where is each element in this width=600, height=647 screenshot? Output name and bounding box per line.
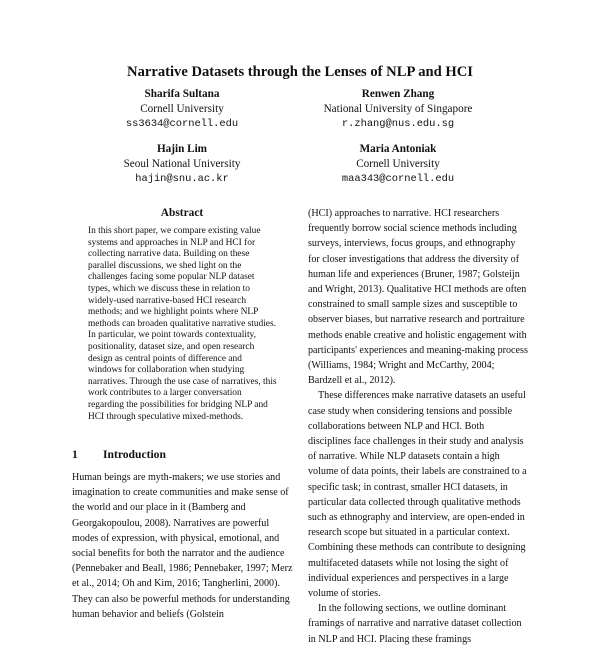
- section-heading: [72, 448, 166, 461]
- author-email: r.zhang@nus.edu.sg: [341, 118, 455, 130]
- author-affiliation: Cornell University: [140, 103, 224, 115]
- section-number: 1: [72, 448, 78, 461]
- author-name: Hajin Lim: [156, 143, 208, 155]
- right-column: [308, 206, 529, 647]
- author-email: maa343@cornell.edu: [341, 173, 455, 185]
- paper-title: Narrative Datasets through the Lenses of NLP and HCI: [127, 64, 473, 80]
- author-block: [288, 142, 508, 187]
- author-affiliation: Seoul National University: [123, 158, 241, 170]
- author-affiliation: Cornell University: [356, 158, 440, 170]
- abstract-heading: Abstract: [160, 207, 204, 219]
- paragraph: These differences make narrative datasets an useful case study when considering tensions and possible collaborations between NLP and HCI. Both disciplines face challenges in their study and analysis of narrative. While NLP datasets contain a high volume of data points, their labels are constrained to a specific task; in contrast, smaller HCI datasets, in particular data collected through qualitative methods such as ethnography and interview, are open-ended in research scope but situated in a particular context. Combining these methods can contribute to designing multifaceted datasets while not losing the sight of individual experiences and perspectives in a large volume of stories.: [308, 390, 527, 600]
- author-affiliation: National University of Singapore: [323, 103, 473, 115]
- paragraph: (HCI) approaches to narrative. HCI researchers frequently borrow social science methods including surveys, interviews, focus groups, and ethnography for closer investigations that address the diversity of human life and experiences (Bruner, 1987; Golsteijn and Wright, 2013). Qualitative HCI methods are often constrained to small sample sizes and susceptible to observer biases, but narrative research and portraiture methods enable creative and holistic engagement with participants' experiences and meaning-making process (Williams, 1984; Wright and McCarthy, 2004; Bardzell et al., 2012).: [308, 208, 528, 387]
- author-block: [72, 87, 292, 132]
- author-block: [72, 142, 292, 187]
- abstract-text: In this short paper, we compare existing value systems and approaches in NLP and HCI for collecting narrative data. Building on these parallel discussions, we shed light on the challenges facing some popular NLP dataset types, which we discuss these in relation to widely-used narrative-based HCI research methods; and we highlight points where NLP methods can broaden qualitative narrative studies. In particular, we point towards contextuality, positionality, dataset size, and open research design as central points of difference and windows for collaboration when studying narratives. Through the use case of narratives, this work contributes to a larger conversation regarding the possibilities for bridging NLP and HCI through speculative mixed-methods.: [88, 226, 277, 422]
- section-title: Introduction: [103, 448, 166, 461]
- author-block: [288, 87, 508, 132]
- author-email: ss3634@cornell.edu: [125, 118, 239, 130]
- author-name: Renwen Zhang: [361, 88, 435, 100]
- author-name: Sharifa Sultana: [144, 88, 220, 100]
- author-email: hajin@snu.ac.kr: [135, 173, 229, 185]
- paragraph: In the following sections, we outline dominant framings of narrative and narrative dataset collection in NLP and HCI. Placing these framings: [308, 603, 522, 645]
- introduction-text: Human beings are myth-makers; we use stories and imagination to create communities and make sense of the world and our place in it (Bamberg and Georgakopoulou, 2008). Narratives are powerful modes of expression, with physical, emotional, and social benefits for both the narrator and the audience (Pennebaker and Beall, 1986; Pennebaker, 1997; Merz et al., 2014; Oh and Kim, 2016; Tangherlini, 2000). They can also be powerful methods for understanding human behavior and beliefs (Golstein: [72, 472, 293, 620]
- author-name: Maria Antoniak: [359, 143, 437, 155]
